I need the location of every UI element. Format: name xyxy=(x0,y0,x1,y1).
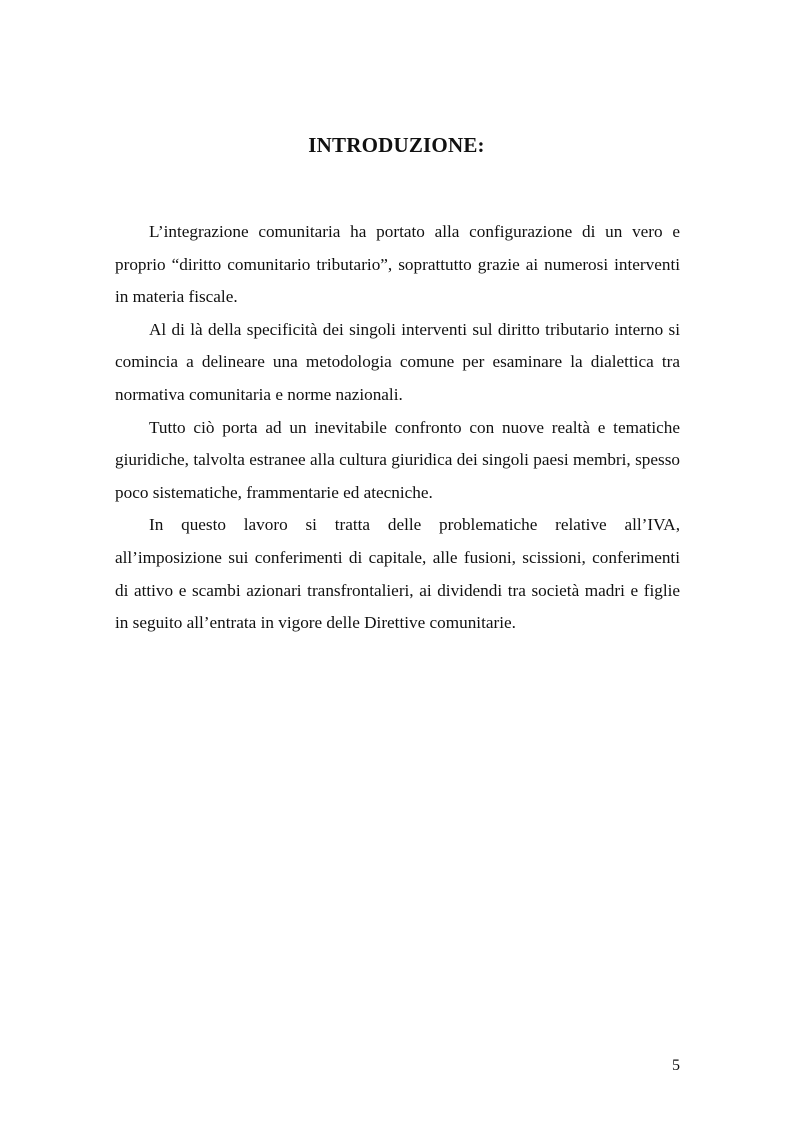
paragraph-3: Tutto ciò porta ad un inevitabile confronto con nuove realtà e tematiche giuridiche, talvolta estranee alla cultura giuridica dei singoli paesi membri, spesso poco sistematiche, frammentarie ed atecniche. xyxy=(115,417,680,502)
paragraph-4: In questo lavoro si tratta delle problematiche relative all’IVA, all’imposizione sui conferimenti di capitale, alle fusioni, scissioni, conferimenti di attivo e scambi azionari transfrontalieri, ai dividendi tra società madri e figlie in seguito all’entrata in vigore delle Direttive comunitarie. xyxy=(115,515,680,633)
body-text xyxy=(115,216,680,640)
page-title: INTRODUZIONE: xyxy=(308,133,485,157)
page-number: 5 xyxy=(672,1057,680,1074)
paragraph-2: Al di là della specificità dei singoli interventi sul diritto tributario interno si comincia a delineare una metodologia comune per esaminare la dialettica tra normativa comunitaria e norme nazionali. xyxy=(115,319,680,404)
paragraph-1: L’integrazione comunitaria ha portato alla configurazione di un vero e proprio “diritto comunitario tributario”, soprattutto grazie ai numerosi interventi in materia fiscale. xyxy=(115,222,680,307)
